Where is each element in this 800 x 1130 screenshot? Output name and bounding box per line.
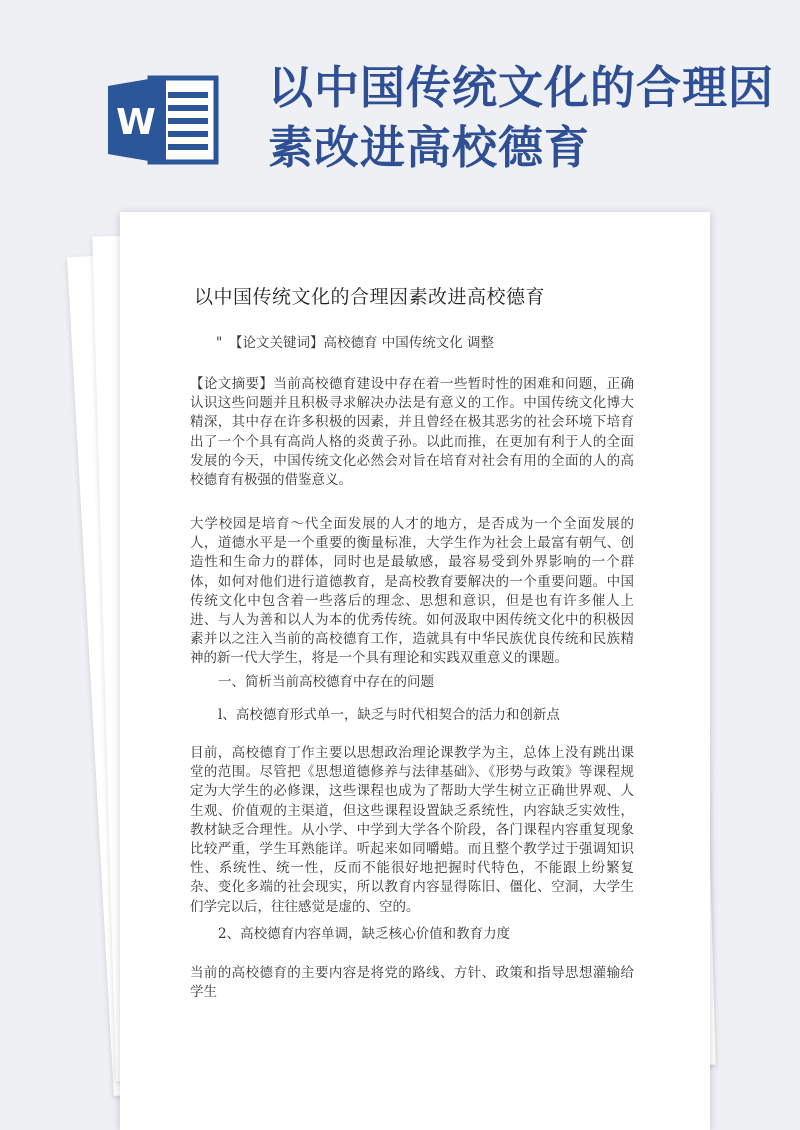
abstract-paragraph: 【论文摘要】当前高校德育建设中存在着一些暂时性的困难和问题，正确认识这些问题并且积极寻求解决办法是有意义的工作。中国传统文化博大精深，其中存在许多积极的因素，并且曾经在极其恶劣的社会环境下培育出了一个个具有高尚人格的炎黄子孙。以此而推，在更加有利于人的全面发展的今天，中国传统文化必然会对旨在培育对社会有用的全面的人的高校德育有极强的借鉴意义。 [190,376,634,489]
body-paragraph-1: 目前，高校德育丁作主要以思想政治理论课教学为主，总体上没有跳出课堂的范围。尽管把《思想道德修养与法律基础》、《形势与政策》等课程规定为大学生的必修课，这些课程也成为了帮助大学生树立正确世界观、人生观、价值观的主渠道，但这些课程设置缺乏系统性，内容缺乏实效性，教材缺乏合理性。从小学、中学到大学各个阶段，各门课程内容重复现象比较严重，学生耳熟能详。听起来如同嚼蜡。而且整个教学过于强调知识性、系统性、统一性，反而不能很好地把握时代特色，不能跟上纷繁复杂、变化多端的社会现实，所以教育内容显得陈旧、僵化、空洞，大学生们学完以后，往往感觉是虚的、空的。 [190,745,634,915]
document-title: 以中国传统文化的合理因素改进高校德育 [194,286,546,308]
word-document-icon [108,72,220,168]
banner-title: 以中国传统文化的合理因素改进高校德育 [268,61,775,174]
keywords-line: " 【论文关键词】高校德育 中国传统文化 调整 [216,335,495,351]
section-heading-1: 一、简析当前高校德育中存在的问题 [218,674,434,690]
word-icon-letter: W [116,102,156,143]
body-paragraph-2: 当前的高校德育的主要内容是将党的路线、方针、政策和指导思想灌输给学生 [190,965,634,1001]
document-page [120,212,710,1130]
subheading-2: 2、高校德育内容单调，缺乏核心价值和教育力度 [218,926,511,942]
intro-paragraph: 大学校园是培育～代全面发展的人才的地方，是否成为一个全面发展的人，道德水平是一个重要的衡量标准，大学生作为社会上最富有朝气、创造性和生命力的群体，同时也是最敏感，最容易受到外界影响的一个群体，如何对他们进行道德教育，是高校教育要解决的一个重要问题。中国传统文化中包含着一些落后的理念、思想和意识，但是也有许多催人上进、与人为善和以人为本的优秀传统。如何汲取中困传统文化中的积极因素并以之注入当前的高校德育工作，造就具有中华民族优良传统和民族精神的新一代大学生，将是一个具有理论和实践双重意义的课题。 [190,516,634,667]
subheading-1: l、高校德育形式单一，缺乏与时代相契合的活力和创新点 [218,707,560,723]
